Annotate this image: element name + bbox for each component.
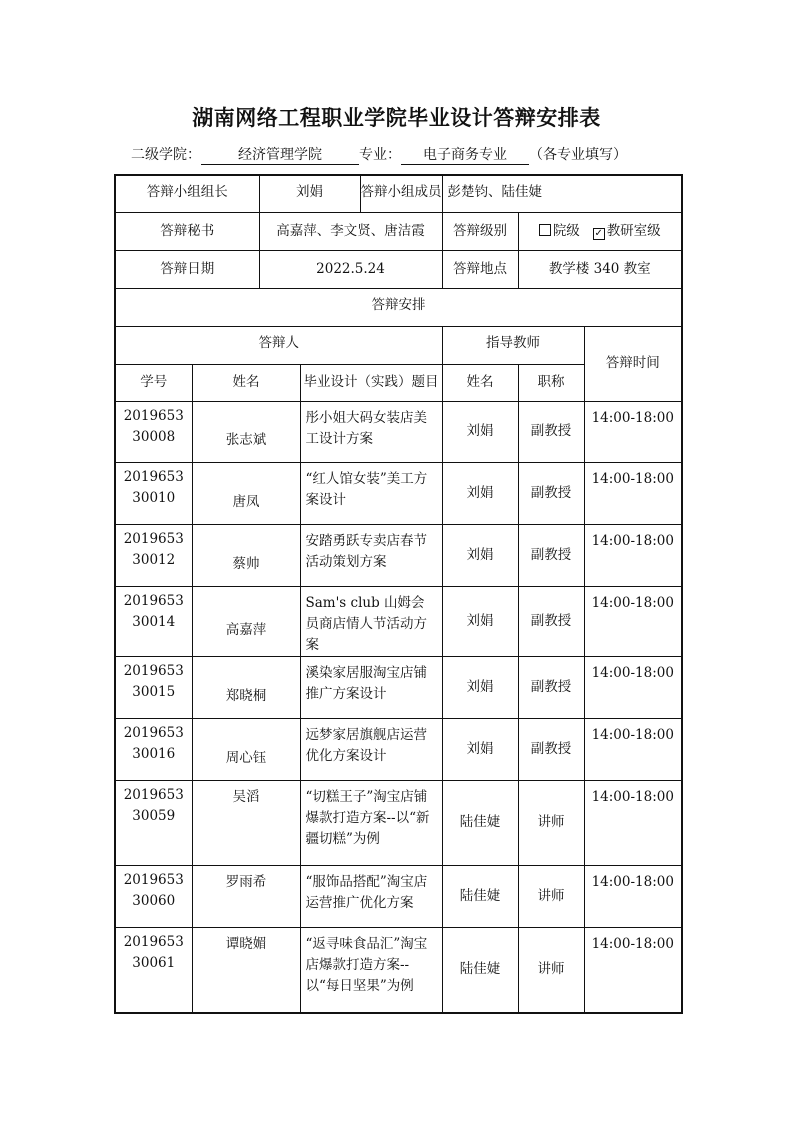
leader-value: [259, 175, 442, 212]
level-checkbox-college[interactable]: [539, 224, 551, 236]
name-header: 姓名: [192, 364, 300, 401]
topic: 溪染家居服淘宝店铺推广方案设计: [300, 656, 442, 718]
teacher-title: 副教授: [518, 462, 584, 524]
student-id: 2019653 30014: [115, 586, 192, 656]
place-value: 教学楼 340 教室: [518, 250, 682, 288]
teacher-title-header: 职称: [518, 364, 584, 401]
teacher-title: 副教授: [518, 656, 584, 718]
teacher-name: 刘娟: [442, 586, 518, 656]
student-id: 2019653 30010: [115, 462, 192, 524]
teacher-name: 陆佳婕: [442, 865, 518, 927]
table-row: [115, 927, 682, 1013]
student-id: 2019653 30061: [115, 927, 192, 1013]
level-option-college: 院级: [552, 222, 580, 239]
topic: 彤小姐大码女装店美工设计方案: [300, 401, 442, 462]
defense-time: 14:00-18:00: [584, 524, 682, 586]
college-label: 二级学院：: [131, 147, 201, 163]
student-name: 吴滔: [192, 780, 300, 865]
teacher-name: 刘娟: [442, 462, 518, 524]
teacher-name: 陆佳婕: [442, 927, 518, 1013]
defense-schedule-table: [114, 174, 683, 1014]
table-row: [115, 524, 682, 586]
student-id: 2019653 30016: [115, 718, 192, 780]
leader-label: 答辩小组组长: [115, 175, 259, 212]
time-header: 答辩时间: [584, 326, 682, 401]
level-label: 答辩级别: [442, 212, 518, 250]
student-name: 高嘉萍: [192, 586, 300, 656]
topic: “红人馆女装”美工方案设计: [300, 462, 442, 524]
student-name: 郑晓桐: [192, 656, 300, 718]
header-line: [131, 144, 627, 164]
student-id: 2019653 30008: [115, 401, 192, 462]
student-group-header: 答辩人: [115, 326, 442, 364]
teacher-title: 讲师: [518, 927, 584, 1013]
teacher-name: 陆佳婕: [442, 780, 518, 865]
date-value: 2022.5.24: [259, 250, 442, 288]
student-name: 张志斌: [192, 401, 300, 462]
student-id: 2019653 30015: [115, 656, 192, 718]
level-options: [518, 212, 682, 250]
student-name: 谭晓媚: [192, 927, 300, 1013]
teacher-title: 副教授: [518, 401, 584, 462]
table-row: [115, 865, 682, 927]
arrangement-heading: 答辩安排: [115, 288, 682, 326]
teacher-title: 副教授: [518, 718, 584, 780]
student-name: 周心钰: [192, 718, 300, 780]
table-row: [115, 586, 682, 656]
fill-note: （各专业填写）: [529, 147, 627, 163]
student-id: 2019653 30012: [115, 524, 192, 586]
student-id: 2019653 30060: [115, 865, 192, 927]
major-value: 电子商务专业: [401, 144, 529, 165]
secretary-value: 高嘉萍、李文贤、唐洁霞: [276, 222, 425, 239]
id-header: 学号: [115, 364, 192, 401]
student-id: 2019653 30059: [115, 780, 192, 865]
date-label: 答辩日期: [115, 250, 259, 288]
level-option-department: 教研室级: [606, 222, 661, 239]
teacher-title: 讲师: [518, 865, 584, 927]
teacher-name: 刘娟: [442, 524, 518, 586]
table-row: [115, 462, 682, 524]
teacher-title: 讲师: [518, 780, 584, 865]
student-name: 蔡帅: [192, 524, 300, 586]
table-row: [115, 718, 682, 780]
teacher-group-header: 指导教师: [442, 326, 584, 364]
topic: 远梦家居旗舰店运营优化方案设计: [300, 718, 442, 780]
defense-time: 14:00-18:00: [584, 718, 682, 780]
teacher-name: 刘娟: [442, 718, 518, 780]
place-label: 答辩地点: [442, 250, 518, 288]
topic: “切糕王子”淘宝店铺爆款打造方案--以“新疆切糕”为例: [300, 780, 442, 865]
teacher-title: 副教授: [518, 586, 584, 656]
table-row: [115, 401, 682, 462]
college-value: 经济管理学院: [201, 144, 359, 165]
secretary-label: 答辩秘书: [115, 212, 259, 250]
defense-time: 14:00-18:00: [584, 462, 682, 524]
leader-name: 刘娟: [260, 176, 361, 213]
topic-header: 毕业设计（实践）题目: [300, 364, 442, 401]
student-name: 唐凤: [192, 462, 300, 524]
members-label: 答辩小组成员: [360, 184, 442, 200]
topic: “返寻味食品汇”淘宝店爆款打造方案--以“每日坚果”为例: [300, 927, 442, 1013]
teacher-name: 刘娟: [442, 401, 518, 462]
members-value: 彭楚钧、陆佳婕: [442, 175, 682, 212]
secretary-cell: [259, 212, 442, 250]
topic: “服饰品搭配”淘宝店运营推广优化方案: [300, 865, 442, 927]
defense-time: 14:00-18:00: [584, 656, 682, 718]
teacher-name: 刘娟: [442, 656, 518, 718]
defense-time: 14:00-18:00: [584, 780, 682, 865]
table-row: [115, 780, 682, 865]
table-row: [115, 656, 682, 718]
defense-time: 14:00-18:00: [584, 865, 682, 927]
page-title: 湖南网络工程职业学院毕业设计答辩安排表: [192, 106, 601, 130]
topic: 安踏勇跃专卖店春节活动策划方案: [300, 524, 442, 586]
topic: Sam's club 山姆会员商店情人节活动方案: [300, 586, 442, 656]
teacher-title: 副教授: [518, 524, 584, 586]
student-name: 罗雨希: [192, 865, 300, 927]
teacher-name-header: 姓名: [442, 364, 518, 401]
major-label: 专业：: [359, 147, 401, 163]
level-checkbox-department[interactable]: ✓: [594, 227, 603, 239]
defense-time: 14:00-18:00: [584, 586, 682, 656]
defense-time: 14:00-18:00: [584, 927, 682, 1013]
defense-time: 14:00-18:00: [584, 401, 682, 462]
